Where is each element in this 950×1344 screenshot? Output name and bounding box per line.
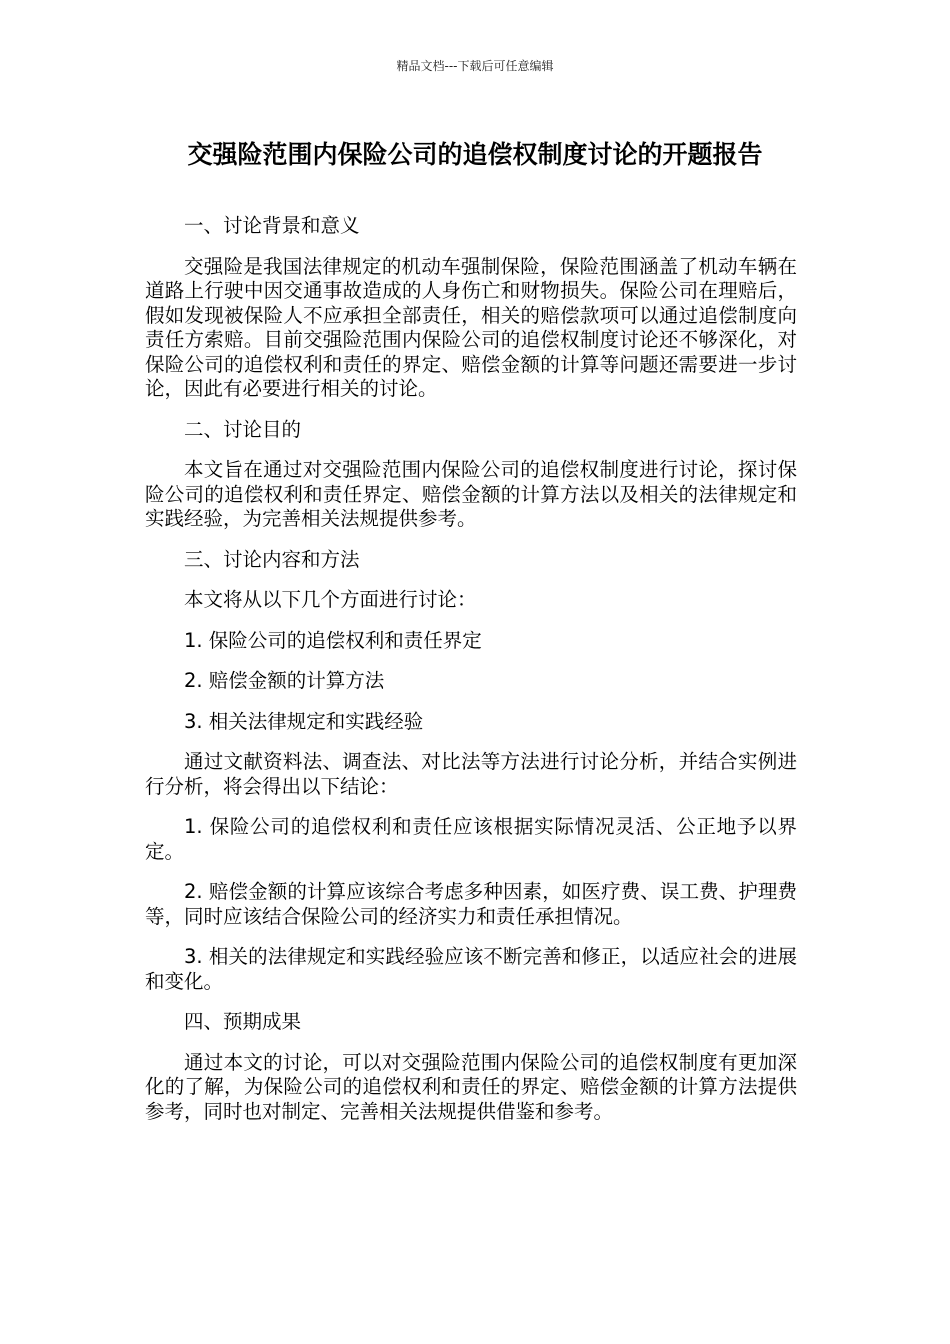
list-item-conclusion-3: 3. 相关的法律规定和实践经验应该不断完善和修正，以适应社会的进展和变化。 (145, 945, 797, 993)
document-body (145, 214, 797, 1140)
list-item-conclusion-2: 2. 赔偿金额的计算应该综合考虑多种因素，如医疗费、误工费、护理费等，同时应该结合保险公司的经济实力和责任承担情况。 (145, 880, 797, 928)
list-item-topic-3: 3. 相关法律规定和实践经验 (184, 709, 424, 733)
list-item-topic-1: 1. 保险公司的追偿权利和责任界定 (184, 628, 482, 652)
paragraph-methods: 通过文献资料法、调查法、对比法等方法进行讨论分析，并结合实例进行分析，将会得出以下结论： (145, 750, 797, 798)
paragraph-expected-results: 通过本文的讨论，可以对交强险范围内保险公司的追偿权制度有更加深化的了解，为保险公司的追偿权利和责任的界定、赔偿金额的计算方法提供参考，同时也对制定、完善相关法规提供借鉴和参考。 (145, 1050, 797, 1123)
section-heading-expected-results: 四、预期成果 (184, 1010, 302, 1033)
list-item-topic-2: 2. 赔偿金额的计算方法 (184, 669, 385, 692)
section-heading-background: 一、讨论背景和意义 (184, 214, 360, 237)
paragraph-intro: 本文将从以下几个方面进行讨论： (184, 588, 477, 611)
document-title: 交强险范围内保险公司的追偿权制度讨论的开题报告 (187, 140, 763, 169)
section-heading-content-method: 三、讨论内容和方法 (184, 547, 360, 571)
section-heading-purpose: 二、讨论目的 (184, 417, 302, 441)
paragraph-purpose: 本文旨在通过对交强险范围内保险公司的追偿权制度进行讨论，探讨保险公司的追偿权利和责任界定、赔偿金额的计算方法以及相关的法律规定和实践经验，为完善相关法规提供参考。 (145, 458, 797, 530)
header-note: 精品文档---下载后可任意编辑 (396, 59, 554, 73)
list-item-conclusion-1: 1. 保险公司的追偿权利和责任应该根据实际情况灵活、公正地予以界定。 (145, 815, 797, 863)
paragraph-background: 交强险是我国法律规定的机动车强制保险，保险范围涵盖了机动车辆在道路上行驶中因交通事故造成的人身伤亡和财物损失。保险公司在理赔后，假如发现被保险人不应承担全部责任，相关的赔偿款项可以通过追偿制度向责任方索赔。目前交强险范围内保险公司的追偿权制度讨论还不够深化，对保险公司的追偿权利和责任的界定、赔偿金额的计算等问题还需要进一步讨论，因此有必要进行相关的讨论。 (145, 254, 797, 400)
